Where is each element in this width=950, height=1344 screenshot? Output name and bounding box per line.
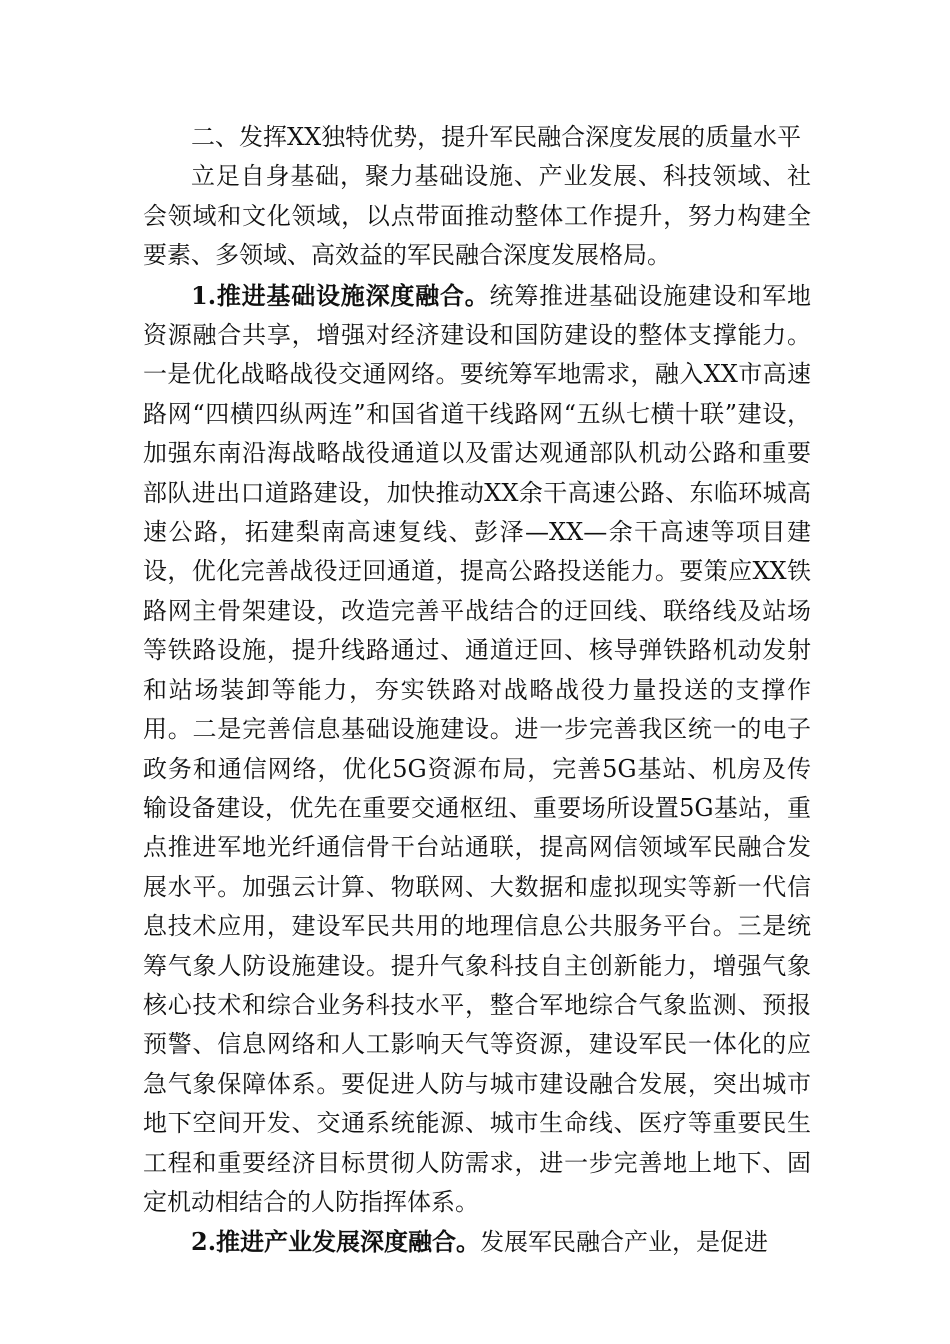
item2-body: 发展军民融合产业，是促进 <box>480 1228 769 1257</box>
section-heading: 二、发挥XX独特优势，提升军民融合深度发展的质量水平 <box>191 123 802 151</box>
item1-paragraph <box>143 276 811 1223</box>
item2-paragraph <box>143 1222 811 1262</box>
item2-lead: 2.推进产业发展深度融合。 <box>191 1227 481 1257</box>
item1-body: 统筹推进基础设施建设和军地资源融合共享，增强对经济建设和国防建设的整体支撑能力。一是优化战略战役交通网络。要统筹军地需求，融入XX市高速路网“四横四纵两连”和国省道干线路网“五纵七横十联”建设，加强东南沿海战略战役通道以及雷达观通部队机动公路和重要部队进出口道路建设，加快推动XX余干高速公路、东临环城高速公路，拓建梨南高速复线、彭泽—XX—余干高速等项目建设，优化完善战役迂回通道，提高公路投送能力。要策应XX铁路网主骨架建设，改造完善平战结合的迂回线、联络线及站场等铁路设施，提升线路通过、通道迂回、核导弹铁路机动发射和站场装卸等能力，夯实铁路对战略战役力量投送的支撑作用。二是完善信息基础设施建设。进一步完善我区统一的电子政务和通信网络，优化5G资源布局，完善5G基站、机房及传输设备建设，优先在重要交通枢纽、重要场所设置5G基站，重点推进军地光纤通信骨干台站通联，提高网信领域军民融合发展水平。加强云计算、物联网、大数据和虚拟现实等新一代信息技术应用，建设军民共用的地理信息公共服务平台。三是统筹气象人防设施建设。提升气象科技自主创新能力，增强气象核心技术和综合业务科技水平，整合军地综合气象监测、预报预警、信息网络和人工影响天气等资源，建设军民一体化的应急气象保障体系。要促进人防与城市建设融合发展，突出城市地下空间开发、交通系统能源、城市生命线、医疗等重要民生工程和重要经济目标贯彻人防需求，进一步完善地上地下、固定机动相结合的人防指挥体系。 <box>143 281 811 1216</box>
item1-lead: 1.推进基础设施深度融合。 <box>191 280 490 310</box>
intro-paragraph: 立足自身基础，聚力基础设施、产业发展、科技领域、社会领域和文化领域，以点带面推动整体工作提升，努力构建全要素、多领域、高效益的军民融合深度发展格局。 <box>143 162 811 270</box>
document-body <box>143 118 811 1263</box>
